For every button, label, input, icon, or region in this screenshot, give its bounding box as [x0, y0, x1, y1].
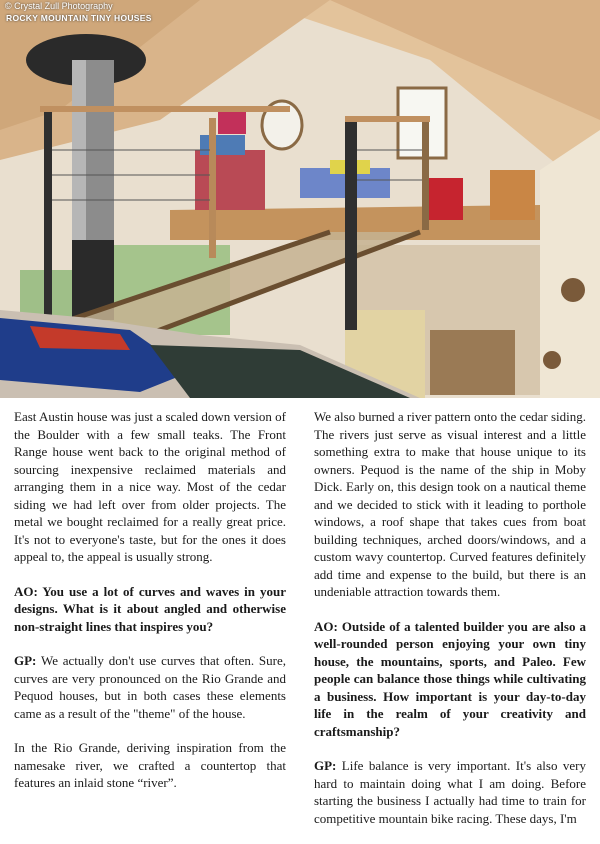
- speaker-label: GP:: [314, 758, 337, 773]
- answer-text: We actually don't use curves that often. Sure, curves are very pronounced on the Rio Grande and Pequod houses, but in both cases these elements came as a result of the "theme" of the house.: [14, 653, 286, 721]
- paragraph: In the Rio Grande, deriving inspiration from the namesake river, we crafted a countertop that features an inlaid stone “river”.: [14, 740, 286, 790]
- brand-watermark: ROCKY MOUNTAIN TINY HOUSES: [6, 13, 152, 23]
- answer: [314, 757, 586, 827]
- loft-photo: [0, 0, 600, 398]
- answer: [14, 652, 286, 722]
- question: AO: Outside of a talented builder you are also a well-rounded person enjoying your own tiny house, the mountains, sports, and Paleo. Few people can balance those things while cultivating a business. How important is your day-to-day life in the realm of your creativity and craftsmanship?: [314, 618, 586, 739]
- paragraph: We also burned a river pattern onto the cedar siding. The rivers just serve as visual interest and a little something extra to make that house unique to its owners. Pequod is the name of the ship in Moby Dick. Early on, this design took on a nautical theme and we decided to stick with it leading to porthole windows, a roof shape that takes cues from boat building techniques, arched doors/windows, and a custom wavy countertop. Curved features definitely add time and expense to the build, but there is an undeniable attraction towards them.: [314, 409, 586, 599]
- paragraph: East Austin house was just a scaled down version of the Boulder with a few small teaks. The Front Range house went back to the original method of sourcing inexpensive reclaimed materials and arranging them in a nice way. Most of the cedar siding we had left over from older projects. The metal we bought reclaimed for a really great price. It's not to everyone's taste, but for the ones it does appeal to, the appeal is usually strong.: [14, 409, 286, 564]
- loft-photo-illustration: [0, 0, 600, 398]
- speaker-label: GP:: [14, 653, 37, 668]
- article-column-right: [314, 408, 586, 844]
- article-column-left: [14, 408, 286, 809]
- question: AO: You use a lot of curves and waves in your designs. What is it about angled and otherwise non-straight lines that inspires you?: [14, 583, 286, 634]
- answer-text: Life balance is very important. It's also very hard to maintain doing what I am doing. Before starting the business I actually had time to train for competitive mountain bike racing. These days, I'm: [314, 758, 586, 826]
- photo-credit: © Crystal Zull Photography: [5, 1, 113, 11]
